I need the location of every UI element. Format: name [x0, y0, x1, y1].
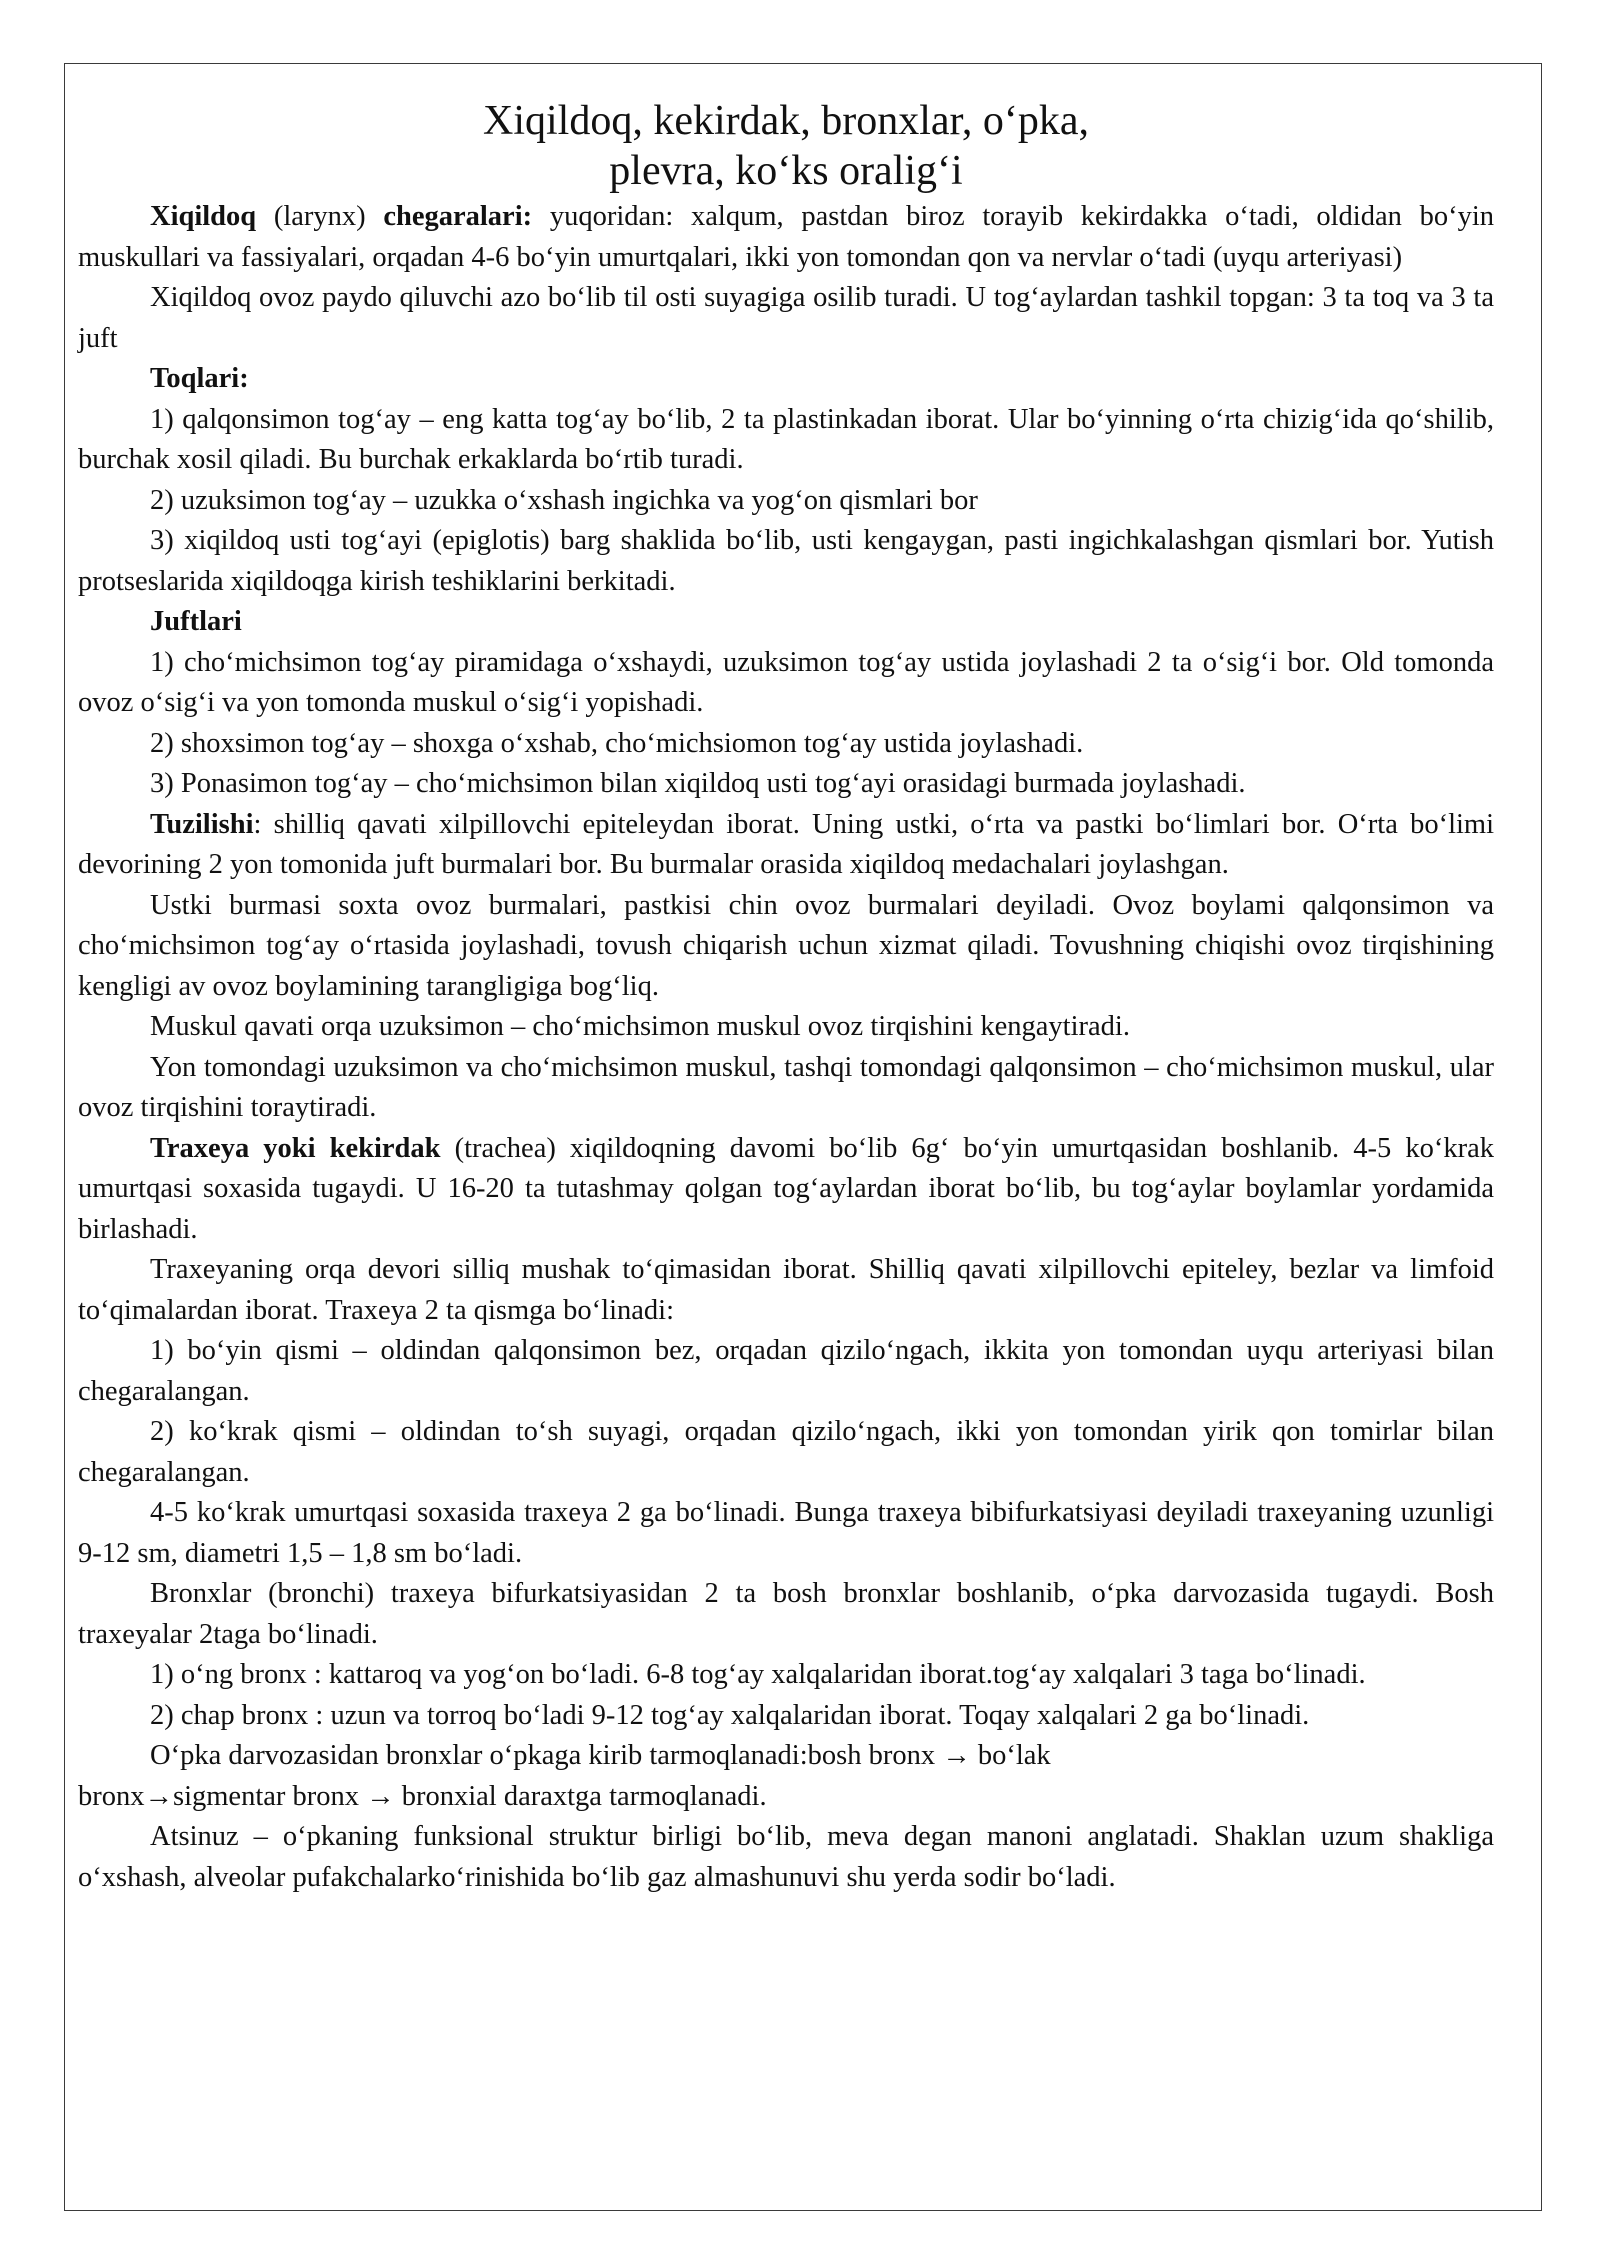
heading-juftlari [78, 602, 1494, 643]
list-item-qism-1: 1) bo‘yin qismi – oldindan qalqonsimon bez, orqadan qizilo‘ngach, ikkita yon tomondan uyqu arteriyasi bilan chegaralangan. [78, 1335, 1494, 1407]
paragraph-xiqildoq-boundaries [78, 197, 1494, 278]
list-item-juft-1: 1) cho‘michsimon tog‘ay piramidaga o‘xshaydi, uzuksimon tog‘ay ustida joylashadi 2 ta o‘sig‘i bor. Old tomonda ovoz o‘sig‘i va yon tomonda muskul o‘sig‘i yopishadi. [78, 646, 1494, 718]
text-tuzilishi: : shilliq qavati xilpillovchi epiteleydan iborat. Uning ustki, o‘rta va pastki bo‘limlari bor. O‘rta bo‘limi devorining 2 yon tomonida juft burmalari bor. Bu burmalar orasida xiqildoq medachalari joylashgan. [78, 808, 1494, 880]
list-item-qism-2: 2) ko‘krak qismi – oldindan to‘sh suyagi, orqadan qizilo‘ngach, ikki yon tomondan yirik qon tomirlar bilan chegaralangan. [78, 1416, 1494, 1488]
list-item-toq-2: 2) uzuksimon tog‘ay – uzukka o‘xshash ingichka va yog‘on qismlari bor [150, 484, 978, 516]
paragraph-yon-muskul: Yon tomondagi uzuksimon va cho‘michsimon muskul, tashqi tomondagi qalqonsimon – cho‘michsimon muskul, ular ovoz tirqishini toraytiradi. [78, 1051, 1494, 1123]
text-larynx: (larynx) [256, 201, 384, 232]
list-item-bronx-2: 2) chap bronx : uzun va torroq bo‘ladi 9-12 tog‘ay xalqalaridan iborat. Toqay xalqalari 2 ga bo‘linadi. [150, 1699, 1310, 1731]
page-title [78, 96, 1494, 196]
term-tuzilishi: Tuzilishi [150, 808, 254, 840]
paragraph-darvoza-line-2: bronx→sigmentar bronx → bronxial daraxtga tarmoqlanadi. [78, 1780, 767, 1812]
paragraph-tuzilishi [78, 805, 1494, 886]
text-traxeya: (trachea) xiqildoqning davomi bo‘lib 6g‘ bo‘yin umurtqasidan boshlanib. 4-5 ko‘krak umurtqasi soxasida tugaydi. U 16-20 ta tutashmay qolgan tog‘aylardan iborat bo‘lib, bu tog‘aylar boylamlar yordamida birlashadi. [78, 1132, 1494, 1245]
document-body [78, 96, 1494, 1898]
term-xiqildoq: Xiqildoq [150, 201, 257, 232]
list-item-toq-1: 1) qalqonsimon tog‘ay – eng katta tog‘ay bo‘lib, 2 ta plastinkadan iborat. Ular bo‘yinning o‘rta chizig‘ida qo‘shilib, burchak xosil qiladi. Bu burchak erkaklarda bo‘rtib turadi. [78, 403, 1494, 475]
title-line-2: plevra, ko‘ks oralig‘i [609, 148, 963, 194]
paragraph-xiqildoq-intro: Xiqildoq ovoz paydo qiluvchi azo bo‘lib til osti suyagiga osilib turadi. U tog‘aylardan tashkil topgan: 3 ta toq va 3 ta juft [78, 282, 1494, 354]
text-boundaries: yuqoridan: xalqum, pastdan biroz torayib kekirdakka o‘tadi, oldidan bo‘yin muskullari va fassiyalari, orqadan 4-6 bo‘yin umurtqalari, ikki yon tomondan qon va nervlar o‘tadi (uyqu arteriyasi) [78, 201, 1494, 273]
paragraph-ovoz-burmalari: Ustki burmasi soxta ovoz burmalari, pastkisi chin ovoz burmalari deyiladi. Ovoz boylami qalqonsimon va cho‘michsimon tog‘ay o‘rtasida joylashadi, tovush chiqarish uchun xizmat qiladi. Tovushning chiqishi ovoz tirqishining kengligi av ovoz boylamining tarangligiga bog‘liq. [78, 889, 1494, 1002]
term-chegaralari: chegaralari: [383, 201, 533, 232]
paragraph-atsinuz: Atsinuz – o‘pkaning funksional struktur birligi bo‘lib, meva degan manoni anglatadi. Shaklan uzum shakliga o‘xshash, alveolar pufakchalarko‘rinishida bo‘lib gaz almashunuvi shu yerda sodir bo‘ladi. [78, 1821, 1494, 1893]
title-line-1: Xiqildoq, kekirdak, bronxlar, o‘pka, [482, 98, 1089, 144]
heading-toqlari-text: Toqlari: [150, 363, 249, 394]
paragraph-traxeya-devori: Traxeyaning orqa devori silliq mushak to‘qimasidan iborat. Shilliq qavati xilpillovchi epiteley, bezlar va limfoid to‘qimalardan iborat. Traxeya 2 ta qismga bo‘linadi: [78, 1254, 1494, 1326]
paragraph-darvoza-line-1: O‘pka darvozasidan bronxlar o‘pkaga kirib tarmoqlanadi:bosh bronx → bo‘lak [150, 1740, 1051, 1771]
paragraph-muskul-qavati: Muskul qavati orqa uzuksimon – cho‘michsimon muskul ovoz tirqishini kengaytiradi. [150, 1011, 1130, 1042]
list-item-toq-3: 3) xiqildoq usti tog‘ayi (epiglotis) barg shaklida bo‘lib, usti kengaygan, pasti ingichkalashgan qismlari bor. Yutish protseslarida xiqildoqga kirish teshiklarini berkitadi. [78, 525, 1494, 597]
heading-juftlari-text: Juftlari [150, 606, 242, 637]
paragraph-bifurkatsiya: 4-5 ko‘krak umurtqasi soxasida traxeya 2 ga bo‘linadi. Bunga traxeya bibifurkatsiyasi deyiladi traxeyaning uzunligi 9-12 sm, diametri 1,5 – 1,8 sm bo‘ladi. [78, 1497, 1494, 1569]
paragraph-traxeya [78, 1129, 1494, 1251]
heading-toqlari [78, 359, 1494, 400]
list-item-bronx-1: 1) o‘ng bronx : kattaroq va yog‘on bo‘ladi. 6-8 tog‘ay xalqalaridan iborat.tog‘ay xalqalari 3 taga bo‘linadi. [150, 1659, 1366, 1690]
paragraph-bronxlar: Bronxlar (bronchi) traxeya bifurkatsiyasidan 2 ta bosh bronxlar boshlanib, o‘pka darvozasida tugaydi. Bosh traxeyalar 2taga bo‘linadi. [78, 1578, 1494, 1650]
term-traxeya: Traxeya yoki kekirdak [150, 1132, 441, 1164]
list-item-juft-3: 3) Ponasimon tog‘ay – cho‘michsimon bilan xiqildoq usti tog‘ayi orasidagi burmada joylashadi. [150, 768, 1246, 799]
list-item-juft-2: 2) shoxsimon tog‘ay – shoxga o‘xshab, cho‘michsiomon tog‘ay ustida joylashadi. [150, 727, 1084, 759]
